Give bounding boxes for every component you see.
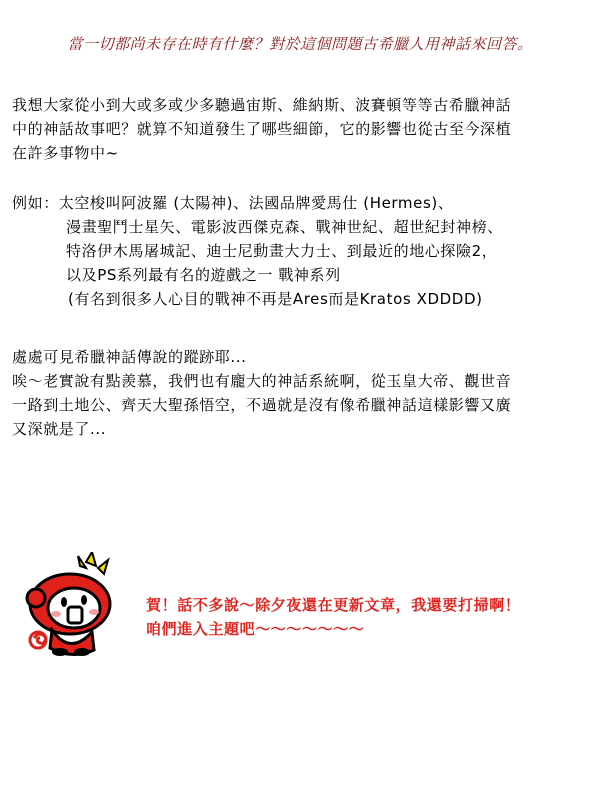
examples-line: 以及PS系列最有名的遊戲之一 戰神系列 bbox=[66, 266, 341, 284]
intro-line: 中的神話故事吧？就算不知道發生了哪些細節，它的影響也從古至今深植 bbox=[12, 120, 512, 138]
speech-line: 咱們進入主題吧～～～～～～～ bbox=[146, 620, 365, 638]
intro-line: 在許多事物中~ bbox=[12, 144, 119, 162]
examples-line: 漫畫聖鬥士星矢、電影波西傑克森、戰神世紀、超世紀封神榜、 bbox=[66, 218, 503, 236]
mascot-speech bbox=[146, 593, 596, 641]
intro-paragraph bbox=[12, 93, 592, 165]
examples-line: 特洛伊木馬屠城記、迪士尼動畫大力士、到最近的地心探險2， bbox=[66, 242, 498, 260]
intro-line: 我想大家從小到大或多或少多聽過宙斯、維納斯、波賽頓等等古希臘神話 bbox=[12, 96, 512, 114]
speech-line: 賀！話不多說～除夕夜還在更新文章，我還要打掃啊！ bbox=[146, 596, 521, 614]
examples-line: 例如：太空梭叫阿波羅 (太陽神)、法國品牌愛馬仕 (Hermes)、 bbox=[12, 194, 454, 212]
examples-line: (有名到很多人心目的戰神不再是Ares而是Kratos XDDDD) bbox=[68, 290, 483, 308]
closing-line: 唉～老實說有點羨慕，我們也有龐大的神話系統啊，從玉皇大帝、觀世音 bbox=[12, 372, 512, 390]
examples-paragraph bbox=[12, 191, 592, 311]
closing-line: 處處可見希臘神話傳說的蹤跡耶... bbox=[12, 348, 247, 366]
article-heading: 當一切都尚未存在時有什麼？對於這個問題古希臘人用神話來回答。 bbox=[67, 35, 533, 53]
closing-line: 一路到土地公、齊天大聖孫悟空，不過就是沒有像希臘神話這樣影響又廣 bbox=[12, 396, 512, 414]
shouting-mascot-icon bbox=[22, 552, 134, 660]
closing-line: 又深就是了... bbox=[12, 420, 107, 438]
closing-paragraph bbox=[12, 345, 592, 441]
